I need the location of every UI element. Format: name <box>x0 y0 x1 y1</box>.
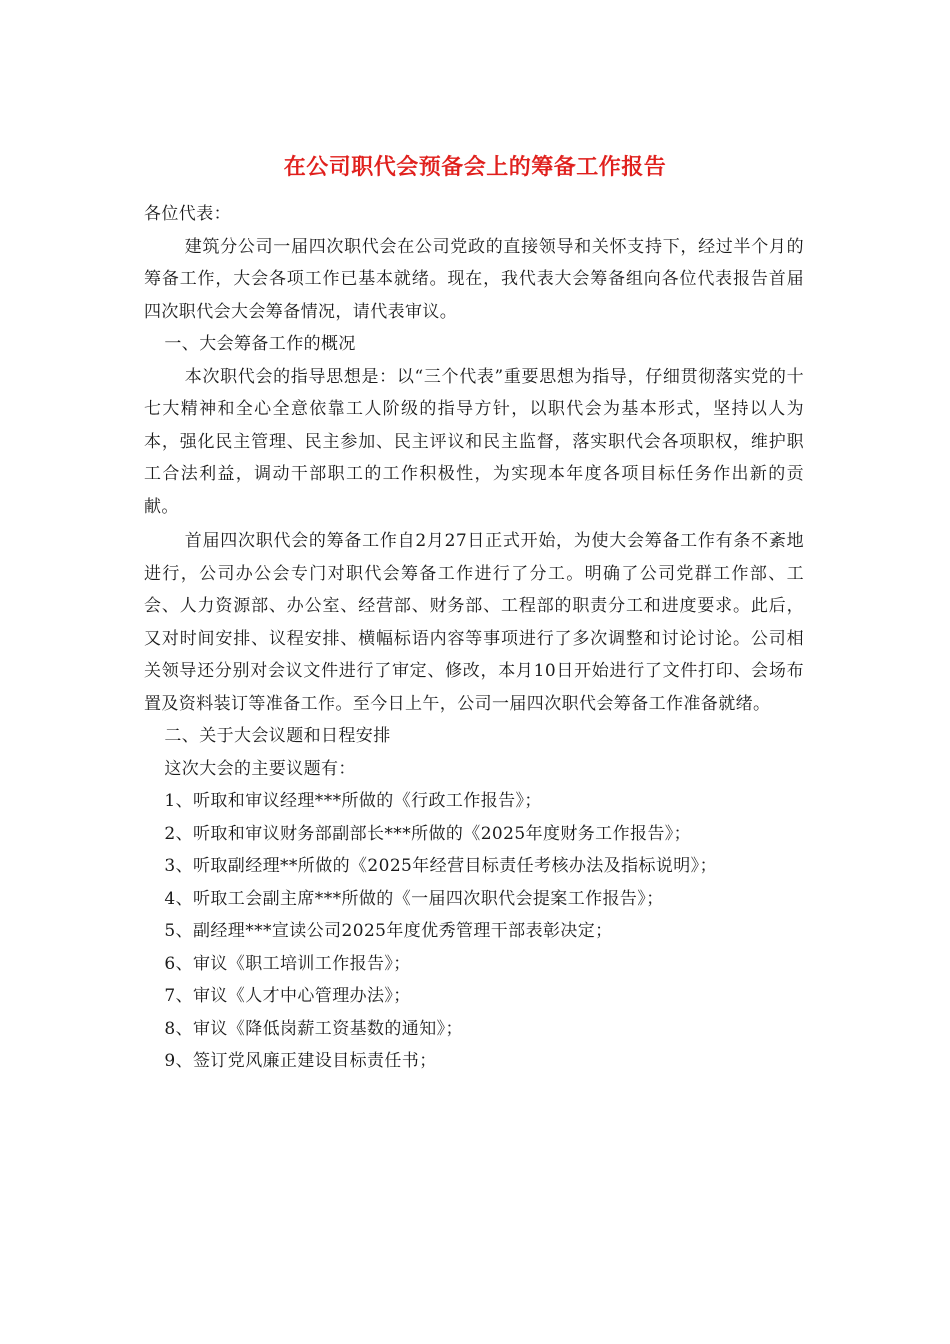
intro-paragraph: 建筑分公司一届四次职代会在公司党政的直接领导和关怀支持下，经过半个月的筹备工作，大会各项工作已基本就绪。现在，我代表大会筹备组向各位代表报告首届四次职代会大会筹备情况，请代表审议。 <box>144 236 804 322</box>
agenda-item: 2、听取和审议财务部副部长***所做的《2025年度财务工作报告》； <box>164 823 692 844</box>
agenda-item: 6、审议《职工培训工作报告》； <box>164 953 411 974</box>
agenda-intro: 这次大会的主要议题有： <box>164 758 356 779</box>
section-2-heading: 二、关于大会议题和日程安排 <box>164 726 391 746</box>
salutation: 各位代表： <box>144 204 231 224</box>
preparation-paragraph: 首届四次职代会的筹备工作自2月27日正式开始，为使大会筹备工作有条不紊地进行，公司办公会专门对职代会筹备工作进行了分工。明确了公司党群工作部、工会、人力资源部、办公室、经营部、财务部、工程部的职责分工和进度要求。此后，又对时间安排、议程安排、横幅标语内容等事项进行了多次调整和讨论讨论。公司相关领导还分别对会议文件进行了审定、修改，本月10日开始进行了文件打印、会场布置及资料装订等准备工作。至今日上午，公司一届四次职代会筹备工作准备就绪。 <box>144 531 804 714</box>
agenda-list <box>144 785 804 1078</box>
agenda-item: 7、审议《人才中心管理办法》； <box>164 986 411 1006</box>
guiding-thought-paragraph: 本次职代会的指导思想是：以“三个代表”重要思想为指导，仔细贯彻落实党的十七大精神和全心全意依靠工人阶级的指导方针，以职代会为基本形式，坚持以人为本，强化民主管理、民主参加、民主评议和民主监督，落实职代会各项职权，维护职工合法利益，调动干部职工的工作积极性，为实现本年度各项目标任务作出新的贡献。 <box>144 366 804 517</box>
agenda-item: 4、听取工会副主席***所做的《一届四次职代会提案工作报告》； <box>164 888 664 909</box>
agenda-item: 5、副经理***宣读公司2025年度优秀管理干部表彰决定； <box>164 921 613 941</box>
document-title: 在公司职代会预备会上的筹备工作报告 <box>283 154 667 180</box>
agenda-item: 1、听取和审议经理***所做的《行政工作报告》； <box>164 791 542 811</box>
agenda-item: 3、听取副经理**所做的《2025年经营目标责任考核办法及指标说明》； <box>164 856 717 876</box>
section-1-heading: 一、大会筹备工作的概况 <box>164 334 356 354</box>
agenda-item: 8、审议《降低岗薪工资基数的通知》； <box>164 1018 463 1039</box>
agenda-item: 9、签订党风廉正建设目标责任书； <box>164 1051 437 1071</box>
document-body <box>144 198 804 1078</box>
